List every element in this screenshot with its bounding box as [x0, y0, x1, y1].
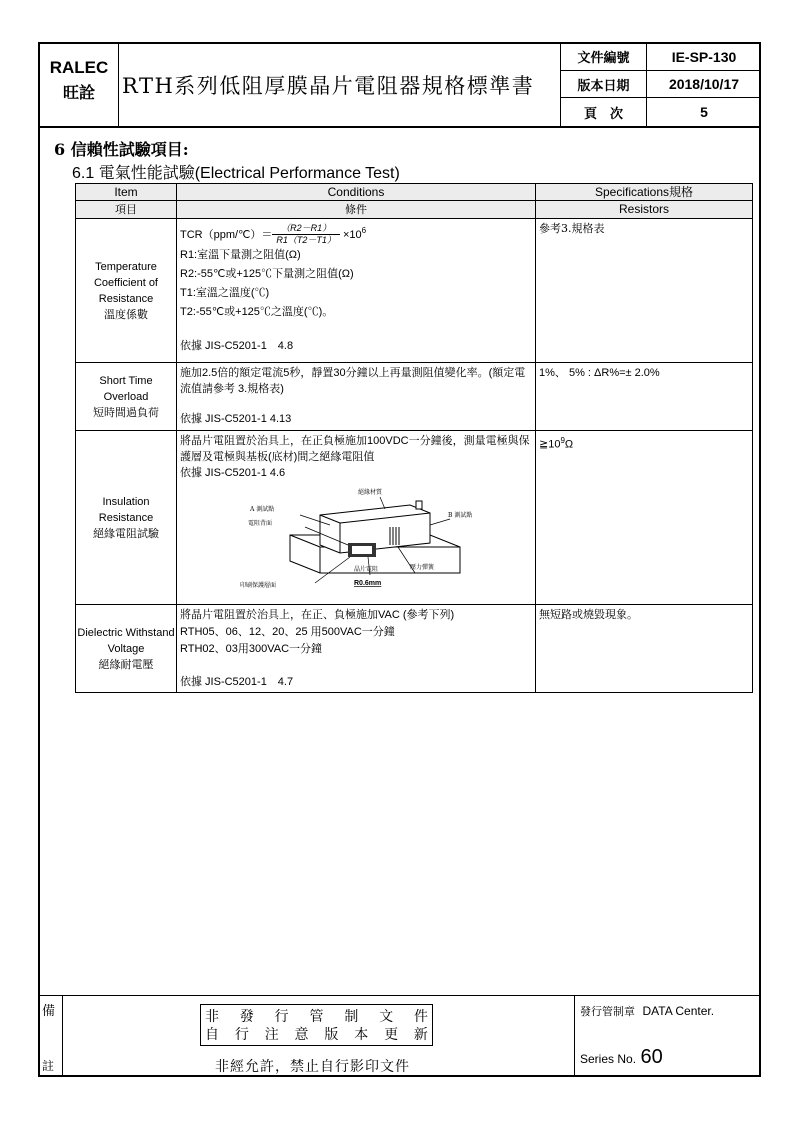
series-number — [580, 1046, 663, 1069]
version-date-value: 2018/10/17 — [668, 76, 740, 92]
notice-char: 行 — [234, 1027, 249, 1043]
notice-char: 管 — [309, 1009, 324, 1025]
item-name-zh: 絕緣耐電壓 — [98, 657, 154, 671]
notice-char: 新 — [413, 1027, 428, 1043]
notice-char: 注 — [264, 1027, 279, 1043]
label-spring: 壓力彈簧 — [410, 564, 435, 571]
notice-char: 行 — [274, 1009, 289, 1025]
stamp-value: DATA Center. — [642, 1004, 715, 1018]
spec-cell: 1%、 5% : ΔR%=± 2.0% — [536, 363, 753, 431]
header-divider — [38, 126, 761, 128]
company-name-zh: 旺詮 — [62, 83, 95, 102]
spec-exponent: 9 — [560, 436, 565, 445]
label-test-point-b: B 測試點 — [448, 512, 473, 519]
test-basis: 依據 JIS-C5201-1 4.7 — [180, 676, 294, 688]
table-row-insulation — [76, 431, 753, 605]
spec-cell: 無短路或燒毀現象。 — [536, 605, 753, 693]
tcr-numerator: （R2－R1） — [272, 223, 340, 235]
electrical-test-table — [75, 183, 753, 693]
notice-char: 意 — [294, 1027, 309, 1043]
section-subheading: 6.1 電氣性能試驗(Electrical Performance Test) — [72, 165, 400, 182]
series-label: Series No. — [580, 1052, 637, 1066]
test-basis: 依據 JIS-C5201-1 4.6 — [180, 467, 286, 479]
label-insulator: 絕緣材質 — [358, 489, 383, 496]
item-name-en: Short Time Overload — [99, 374, 153, 403]
conditions-cell — [177, 363, 536, 431]
notice-char: 更 — [384, 1027, 399, 1043]
conditions-cell — [177, 431, 536, 605]
item-name-en: Temperature Coefficient of Resistance — [93, 260, 158, 305]
label-electrode: 電阻背面 — [248, 520, 273, 527]
test-basis: 依據 JIS-C5201-1 4.13 — [180, 413, 292, 425]
doc-number-label: 文件編號 — [577, 51, 630, 66]
item-name-zh: 短時間過負荷 — [93, 405, 159, 419]
tcr-suffix: ×10 — [343, 228, 362, 241]
series-value: 60 — [640, 1046, 663, 1068]
col-item-zh: 項目 — [76, 201, 177, 219]
tcr-denominator: R1（T2－T1） — [276, 235, 336, 246]
company-name: RALEC — [49, 58, 109, 77]
item-cell — [76, 431, 177, 605]
document-title: RTH系列低阻厚膜晶片電阻器規格標準書 — [122, 74, 535, 98]
copy-restriction-notice: 非經允許，禁止自行影印文件 — [215, 1059, 410, 1075]
condition-line: RTH05、06、12、20、25 用500VAC一分鐘 — [180, 626, 395, 638]
conditions-cell — [177, 219, 536, 363]
insulation-test-diagram — [230, 485, 490, 595]
item-name-en: Dielectric Withstand Voltage — [77, 626, 175, 655]
label-print-layer: 印刷保護層面 — [240, 582, 277, 589]
table-subheader-row — [76, 201, 753, 219]
tcr-formula — [180, 223, 532, 246]
spec-cell: 參考3.規格表 — [536, 219, 753, 363]
label-test-point-a: A 測試點 — [250, 506, 275, 513]
notice-line-2 — [201, 1026, 432, 1044]
condition-text: 將晶片電阻置於治具上，在正負極施加100VDC一分鐘後，測量電極與保護層及電極與基板(底材)間之絕緣電阻值 — [180, 435, 530, 463]
condition-line: RTH02、03用300VAC一分鐘 — [180, 643, 323, 655]
notice-line-1 — [201, 1005, 432, 1026]
page-label: 頁 次 — [583, 106, 623, 122]
control-notice-box — [200, 1004, 433, 1046]
notice-char: 發 — [239, 1009, 254, 1025]
table-header-row — [76, 184, 753, 201]
header-vline-1 — [118, 42, 119, 127]
section-heading: 6 信賴性試驗項目: — [54, 140, 189, 159]
footer-vline-2 — [574, 995, 575, 1077]
remark-label-bottom: 註 — [42, 1059, 55, 1073]
tcr-line: T1:室溫之溫度(℃) — [180, 287, 270, 300]
label-chip: 晶片電阻 — [354, 566, 379, 573]
footer-vline-1 — [62, 995, 63, 1077]
stamp-label: 發行管制章 — [580, 1005, 635, 1018]
issue-stamp — [580, 1003, 714, 1019]
spec-unit: Ω — [564, 438, 574, 451]
page-value: 5 — [700, 104, 708, 120]
notice-char: 非 — [205, 1009, 219, 1025]
spec-cell — [536, 431, 753, 605]
table-row-dielectric — [76, 605, 753, 693]
col-item-en: Item — [76, 184, 177, 201]
conditions-cell — [177, 605, 536, 693]
tcr-fraction — [272, 223, 340, 246]
item-name-zh: 溫度係數 — [104, 307, 148, 321]
col-resistors: Resistors — [536, 201, 753, 219]
col-conditions-zh: 條件 — [177, 201, 536, 219]
table-row-overload — [76, 363, 753, 431]
col-specifications: Specifications規格 — [536, 184, 753, 201]
tcr-line: T2:-55℃或+125℃之溫度(℃)。 — [180, 306, 334, 319]
tcr-exponent: 6 — [361, 226, 367, 235]
spec-prefix: ≧10 — [539, 438, 561, 451]
tcr-line: R2:-55℃或+125℃下量測之阻值(Ω) — [180, 268, 354, 281]
notice-char: 自 — [205, 1027, 219, 1043]
doc-number-value: IE-SP-130 — [671, 48, 737, 65]
remark-label-top: 備 — [42, 1004, 56, 1019]
test-basis: 依據 JIS-C5201-1 4.8 — [180, 340, 294, 353]
footer-divider — [38, 995, 761, 996]
condition-text: 施加2.5倍的額定電流5秒，靜置30分鐘以上再量測阻值變化率。(額定電流值請參考 3.規格表) — [180, 367, 526, 395]
notice-char: 版 — [324, 1027, 339, 1043]
item-name-zh: 絕緣電阻試驗 — [93, 526, 159, 540]
col-conditions-en: Conditions — [177, 184, 536, 201]
notice-char: 本 — [354, 1027, 369, 1043]
version-date-label: 版本日期 — [577, 78, 630, 94]
notice-char: 文 — [379, 1009, 394, 1025]
tcr-prefix: TCR（ppm/℃）＝ — [180, 228, 273, 241]
notice-char: 件 — [413, 1009, 428, 1025]
notice-char: 制 — [344, 1009, 359, 1025]
item-name-en: Insulation Resistance — [98, 495, 154, 524]
tcr-line: R1:室溫下量測之阻值(Ω) — [180, 249, 301, 262]
item-cell — [76, 605, 177, 693]
table-row-tcr — [76, 219, 753, 363]
condition-line: 將晶片電阻置於治具上，在正、負極施加VAC (參考下列) — [180, 609, 455, 621]
item-cell — [76, 219, 177, 363]
label-radius: R0.6mm — [354, 580, 382, 587]
item-cell — [76, 363, 177, 431]
